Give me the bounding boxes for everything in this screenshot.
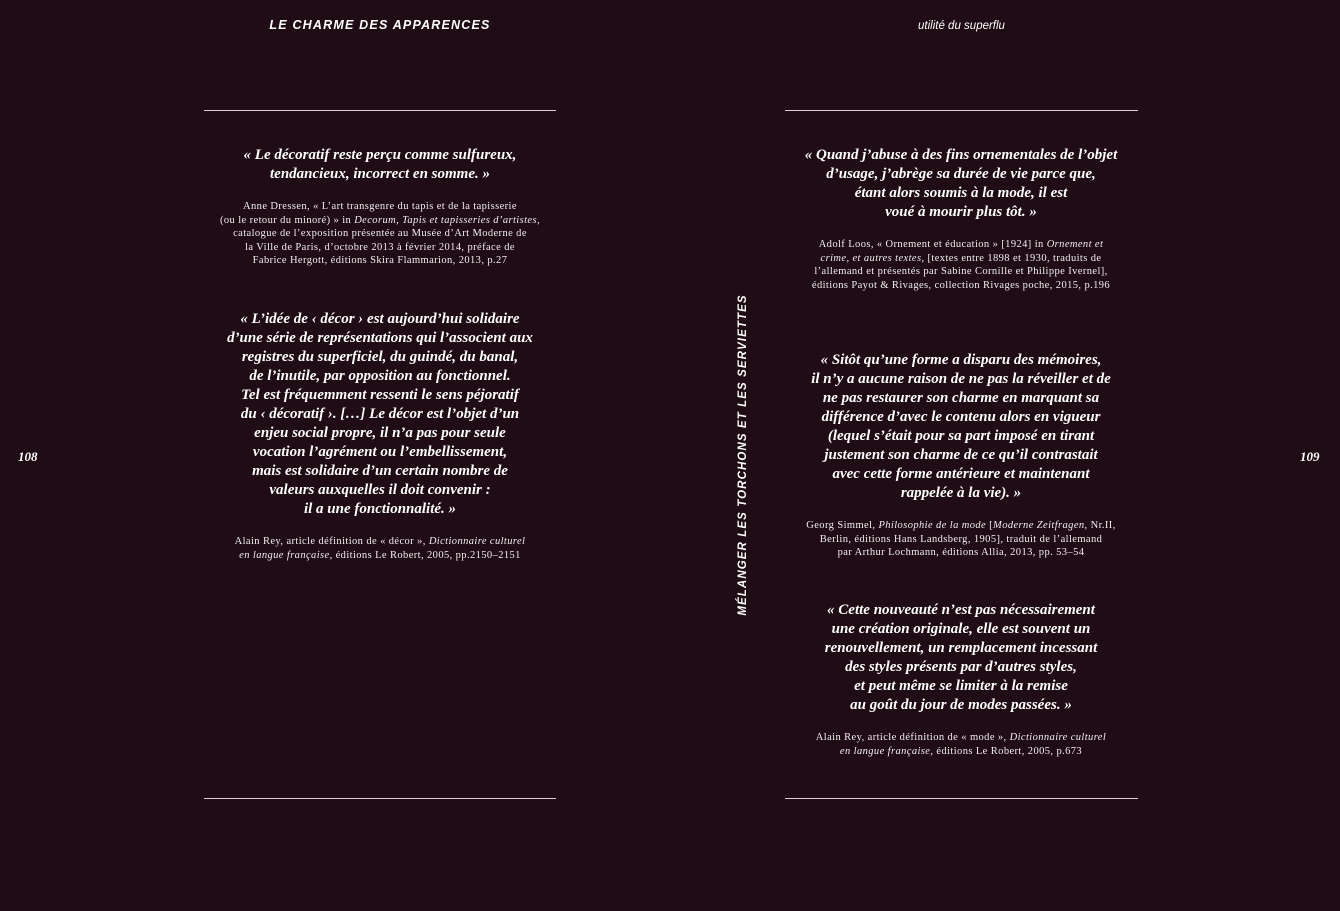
citation-text: , Nr.II, <box>1084 520 1116 531</box>
citation-text: (ou le retour du minoré) » in <box>220 214 355 226</box>
quote-line: (lequel s’était pour sa part imposé en tirant <box>827 428 1095 444</box>
citation-line <box>180 227 580 241</box>
quote-line: du ‹ décoratif ›. […] Le décor est l’objet d’un <box>240 406 520 422</box>
left-bottom-rule <box>204 798 556 799</box>
quote-line: justement son charme de ce qu’il contrastait <box>824 447 1098 463</box>
citation-text: Adolf Loos, « Ornement et éducation » [1924] in <box>818 239 1047 250</box>
citation-title: en langue française <box>839 745 931 757</box>
quote-block <box>180 310 580 562</box>
citation-text: , <box>536 214 540 226</box>
spine-title: MÉLANGER LES TORCHONS ET LES SERVIETTES <box>737 294 749 616</box>
citation-line <box>180 254 580 268</box>
quote-line: une création originale, elle est souvent un <box>831 621 1091 637</box>
citation-line <box>761 252 1161 266</box>
quote-line: valeurs auxquelles il doit convenir : <box>269 482 491 498</box>
citation <box>761 519 1161 560</box>
citation-line <box>761 546 1161 560</box>
citation-title: Dictionnaire culturel <box>1009 732 1107 743</box>
citation-text: , [textes entre 1898 et 1930, traduits de <box>921 252 1102 264</box>
citation-line <box>761 238 1161 252</box>
quote-line: mais est solidaire d’un certain nombre de <box>252 463 508 479</box>
quote-line: ne pas restaurer son charme en marquant sa <box>822 390 1100 406</box>
citation-text: l’allemand et présentés par Sabine Cornille et Philippe Ivernel], <box>814 266 1108 277</box>
left-top-rule <box>204 110 556 111</box>
right-running-header: utilité du superflu <box>918 20 1005 32</box>
citation-text: Berlin, éditions Hans Landsberg, 1905], traduit de l’allemand <box>819 533 1103 545</box>
citation-line <box>180 200 580 214</box>
quote-line: des styles présents par d’autres styles, <box>845 659 1077 675</box>
citation-text: catalogue de l’exposition présentée au Musée d’Art Moderne de <box>233 228 527 239</box>
quote-block <box>761 146 1161 292</box>
citation <box>761 238 1161 292</box>
quote-line: au goût du jour de modes passées. » <box>850 697 1072 713</box>
citation-line <box>180 549 580 563</box>
citation-title: Decorum, Tapis et tapisseries d’artistes <box>354 214 537 226</box>
quote-line: voué à mourir plus tôt. » <box>885 204 1037 220</box>
citation-text: Fabrice Hergott, éditions Skira Flammarion, 2013, p.27 <box>252 255 508 266</box>
citation-line <box>761 519 1161 533</box>
quote-line: rappelée à la vie). » <box>900 485 1022 501</box>
citation-title: Moderne Zeitfragen <box>993 520 1085 531</box>
quote-line: renouvellement, un remplacement incessant <box>824 640 1098 656</box>
quote-line: « Sitôt qu’une forme a disparu des mémoires, <box>820 352 1102 368</box>
right-page-number: 109 <box>1300 449 1320 464</box>
citation-line <box>761 533 1161 547</box>
quote-line: tendancieux, incorrect en somme. » <box>270 166 490 182</box>
quote-line: étant alors soumis à la mode, il est <box>854 185 1068 201</box>
left-page-number: 108 <box>18 449 38 464</box>
quote-line: registres du superficiel, du guindé, du banal, <box>241 349 519 365</box>
quote-line: « Le décoratif reste perçu comme sulfureux, <box>243 147 517 163</box>
right-top-rule <box>785 110 1138 111</box>
citation-line <box>180 214 580 228</box>
citation-line <box>761 731 1161 745</box>
left-running-header: LE CHARME DES APPARENCES <box>269 18 491 32</box>
quote-line: « Quand j’abuse à des fins ornementales de l’objet <box>804 147 1118 163</box>
quote-text <box>180 146 580 184</box>
quote-line: d’usage, j’abrège sa durée de vie parce que, <box>826 166 1096 182</box>
right-bottom-rule <box>785 798 1138 799</box>
citation-text: , éditions Le Robert, 2005, p.673 <box>930 745 1083 757</box>
citation <box>180 200 580 268</box>
citation-text: Georg Simmel, <box>806 520 879 531</box>
quote-line: avec cette forme antérieure et maintenant <box>832 466 1090 482</box>
quote-line: il n’y a aucune raison de ne pas la réveiller et de <box>811 371 1111 387</box>
quote-block <box>761 601 1161 758</box>
quote-line: et peut même se limiter à la remise <box>854 678 1068 694</box>
quote-line: « Cette nouveauté n’est pas nécessairement <box>827 602 1095 618</box>
quote-line: d’une série de représentations qui l’associent aux <box>227 330 533 346</box>
citation-text: Alain Rey, article définition de « décor », <box>234 536 429 547</box>
quote-block <box>761 351 1161 560</box>
citation-line <box>180 241 580 255</box>
quote-line: « L’idée de ‹ décor › est aujourd’hui solidaire <box>240 311 520 327</box>
quote-text <box>761 351 1161 503</box>
citation-text: la Ville de Paris, d’octobre 2013 à février 2014, préface de <box>245 241 515 253</box>
citation-line <box>761 265 1161 279</box>
citation-line <box>180 535 580 549</box>
quote-line: il a une fonctionnalité. » <box>303 501 457 517</box>
quote-line: vocation l’agrément ou l’embellissement, <box>252 444 508 460</box>
quote-text <box>180 310 580 519</box>
quote-line: de l’inutile, par opposition au fonctionnel. <box>249 368 511 384</box>
citation-text: Anne Dressen, « L’art transgenre du tapis et de la tapisserie <box>243 201 517 212</box>
citation-text: , éditions Le Robert, 2005, pp.2150–2151 <box>329 549 521 561</box>
quote-block <box>180 146 580 268</box>
citation-text: [ <box>986 520 994 531</box>
citation-text: Alain Rey, article définition de « mode », <box>815 732 1010 743</box>
citation-line <box>761 745 1161 759</box>
citation-line <box>761 279 1161 293</box>
quote-line: enjeu social propre, il n’a pas pour seule <box>254 425 506 441</box>
quote-line: Tel est fréquemment ressenti le sens péjoratif <box>241 387 519 403</box>
citation-title: en langue française <box>239 549 330 561</box>
quote-text <box>761 601 1161 715</box>
citation <box>761 731 1161 758</box>
citation-title: Ornement et <box>1046 239 1104 250</box>
quote-text <box>761 146 1161 222</box>
citation-title: crime, et autres textes <box>820 252 922 264</box>
citation-title: Philosophie de la mode <box>878 520 987 531</box>
citation-text: par Arthur Lochmann, éditions Allia, 2013, pp. 53–54 <box>837 547 1085 558</box>
citation-text: éditions Payot & Rivages, collection Rivages poche, 2015, p.196 <box>811 279 1111 291</box>
citation-title: Dictionnaire culturel <box>428 536 526 547</box>
citation <box>180 535 580 562</box>
quote-line: différence d’avec le contenu alors en vigueur <box>821 409 1101 425</box>
